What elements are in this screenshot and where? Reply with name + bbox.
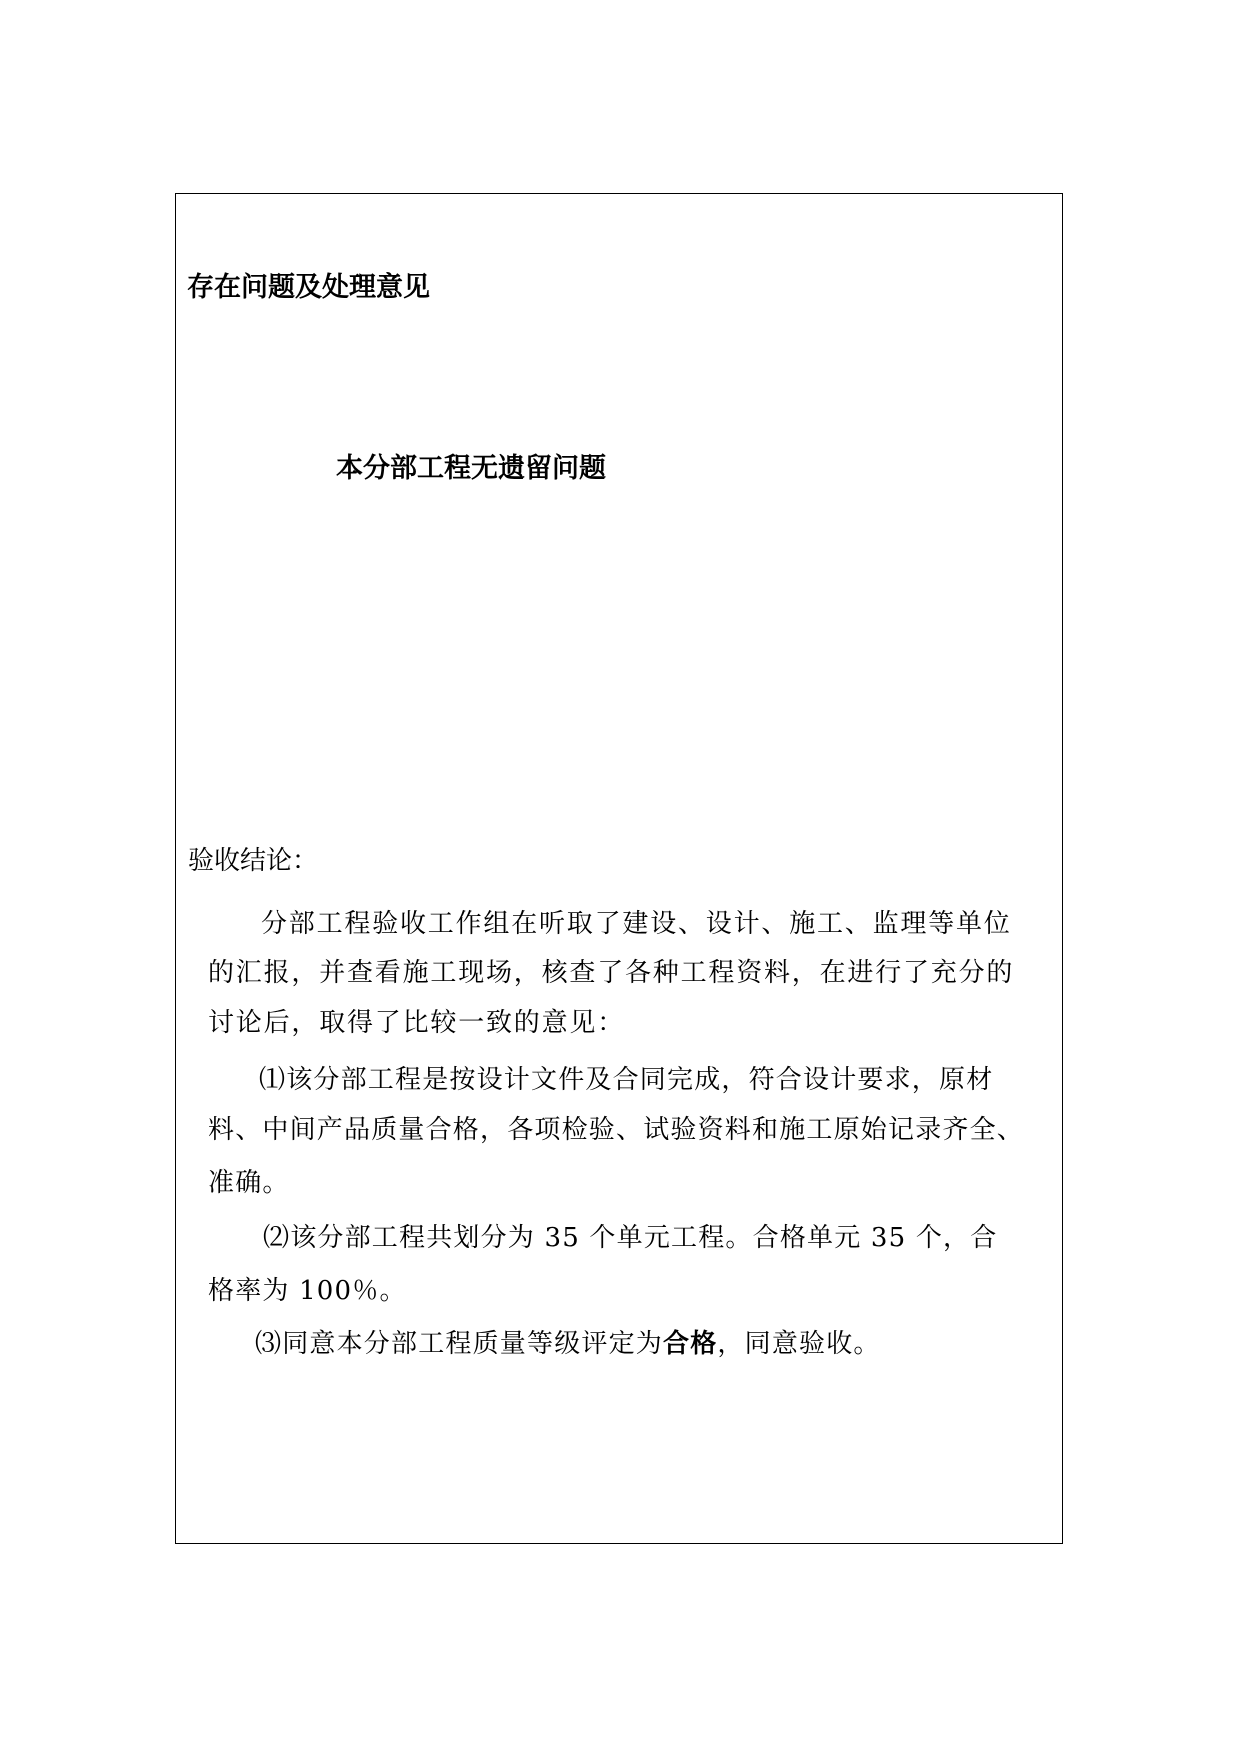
conclusion-line: 的汇报，并查看施工现场，核查了各种工程资料，在进行了充分的 bbox=[208, 958, 1015, 988]
conclusion-line: 料、中间产品质量合格，各项检验、试验资料和施工原始记录齐全、 bbox=[208, 1115, 1025, 1145]
conclusion-line: 准确。 bbox=[208, 1168, 290, 1198]
conclusion-label: 验收结论： bbox=[188, 846, 319, 876]
no-issue-statement: 本分部工程无遗留问题 bbox=[336, 453, 606, 484]
conclusion-line: 讨论后，取得了比较一致的意见： bbox=[208, 1008, 626, 1038]
conclusion-line: 分部工程验收工作组在听取了建设、设计、施工、监理等单位 bbox=[261, 909, 1012, 939]
conclusion-item-3 bbox=[255, 1331, 881, 1357]
final-suffix: ，同意验收。 bbox=[717, 1329, 881, 1359]
conclusion-line: 格率为 100％。 bbox=[208, 1276, 407, 1306]
section-title: 存在问题及处理意见 bbox=[187, 272, 430, 303]
conclusion-item-2: ⑵该分部工程共划分为 35 个单元工程。合格单元 35 个，合 bbox=[263, 1223, 998, 1253]
final-prefix: ⑶同意本分部工程质量等级评定为 bbox=[255, 1329, 664, 1359]
final-grade: 合格 bbox=[663, 1329, 718, 1359]
conclusion-item-1: ⑴该分部工程是按设计文件及合同完成，符合设计要求，原材 bbox=[259, 1065, 994, 1095]
